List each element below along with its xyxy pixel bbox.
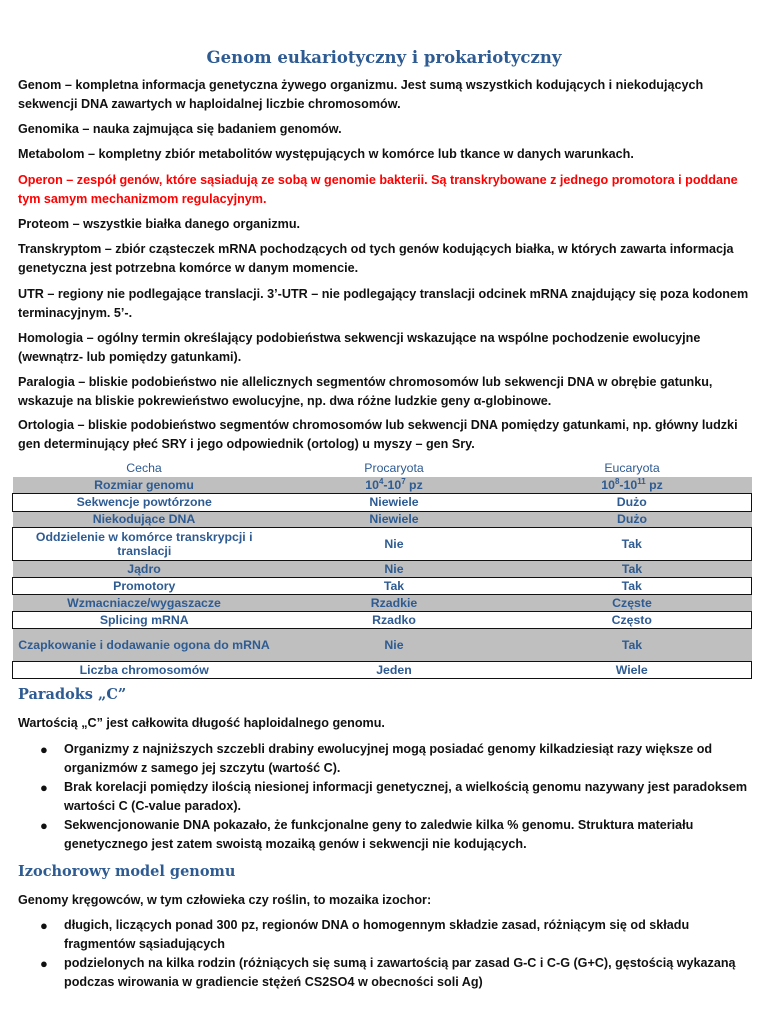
list-item: ● Organizmy z najniższych szczebli drabiny ewolucyjnej mogą posiadać genomy kilkadziesiąt razy większe od organizmów z samego jej szczytu (wartość C). <box>40 742 713 775</box>
definition-metabolom: Metabolom – kompletny zbiór metabolitów występujących w komórce lub tkance w danych warunkach. <box>18 147 634 161</box>
table-row <box>13 661 752 678</box>
cell-procaryota: Niewiele <box>276 511 513 527</box>
row-label: Rozmiar genomu <box>13 477 276 493</box>
definition-homologia: Homologia – ogólny termin określający podobieństwa sekwencji wskazujące na wspólne pochodzenie ewolucyjne (wewnątrz- lub pomiędzy gatunkami). <box>18 331 701 364</box>
genome-size-procaryota: $10^4-10^7$ pz <box>276 477 513 493</box>
definition-transkryptom: Transkryptom – zbiór cząsteczek mRNA pochodzących od tych genów kodujących białka, w których zawarta informacja genetyczna jest potrzebna komórce w danym momencie. <box>18 242 734 275</box>
section-heading-izochory: Izochorowy model genomu <box>18 863 236 880</box>
definition-genomika: Genomika – nauka zajmująca się badaniem genomów. <box>18 122 342 136</box>
cell-procaryota: Rzadkie <box>276 594 513 611</box>
table-row <box>13 560 752 577</box>
column-header-cecha: Cecha <box>126 461 162 475</box>
row-label: Wzmacniacze/wygaszacze <box>13 594 276 611</box>
table-row <box>13 577 752 594</box>
table-row <box>13 611 752 628</box>
table-row <box>13 594 752 611</box>
row-label: Splicing mRNA <box>13 611 276 628</box>
row-label: Sekwencje powtórzone <box>13 493 276 511</box>
bullet-icon: ● <box>40 818 48 833</box>
table-row <box>13 527 752 560</box>
cell-eucaryota: Tak <box>513 577 752 594</box>
list-item: ● Brak korelacji pomiędzy ilością niesionej informacji genetycznej, a wielkością genomu nazywany jest paradoksem wartości C (C-value paradox). <box>40 780 748 813</box>
definition-proteom: Proteom – wszystkie białka danego organizmu. <box>18 217 301 231</box>
cell-procaryota: Niewiele <box>276 493 513 511</box>
cell-procaryota: Nie <box>276 527 513 560</box>
table-row <box>13 493 752 511</box>
row-label: Niekodujące DNA <box>13 511 276 527</box>
list-item: ● podzielonych na kilka rodzin (różniących się sumą i zawartością par zasad G-C i C-G (G+C), gęstością wykazaną podczas wirowania w gradiencie stężeń CS2SO4 w obecności soli Ag) <box>40 956 736 989</box>
cell-eucaryota: Częste <box>513 594 752 611</box>
column-header-eucaryota: Eucaryota <box>604 461 660 475</box>
list-item: ● długich, liczących ponad 300 pz, regionów DNA o homogennym składzie zasad, różniącym się od składu fragmentów sąsiadujących <box>40 918 690 951</box>
table-row <box>13 628 752 661</box>
cell-eucaryota: Tak <box>513 527 752 560</box>
paradox-intro: Wartością „C” jest całkowita długość haploidalnego genomu. <box>18 716 385 730</box>
section-heading-paradoks: Paradoks „C” <box>18 686 127 703</box>
row-label: Czapkowanie i dodawanie ogona do mRNA <box>13 628 276 661</box>
table-row <box>13 511 752 527</box>
cell-eucaryota: Dużo <box>513 511 752 527</box>
cell-eucaryota: Często <box>513 611 752 628</box>
comparison-table <box>12 459 752 679</box>
definition-ortologia: Ortologia – bliskie podobieństwo segmentów chromosomów lub sekwencji DNA pomiędzy gatunkami, np. główny ludzki gen determinujący płeć SRY i jego odpowiednik (ortolog) u myszy – gen Sry. <box>18 418 738 451</box>
cell-procaryota: Jeden <box>276 661 513 678</box>
cell-eucaryota: Dużo <box>513 493 752 511</box>
list-item: ● Sekwencjonowanie DNA pokazało, że funkcjonalne geny to zaledwie kilka % genomu. Struktura materiału genetycznego jest zatem swoistą mozaiką genów i sekwencji nie kodujących. <box>40 818 694 851</box>
bullet-icon: ● <box>40 918 48 933</box>
cell-procaryota: Rzadko <box>276 611 513 628</box>
isochore-list <box>18 916 758 992</box>
genome-size-eucaryota: $10^8-10^{11}$ pz <box>513 477 752 493</box>
bullet-icon: ● <box>40 956 48 971</box>
bullet-icon: ● <box>40 780 48 795</box>
cell-eucaryota: Tak <box>513 560 752 577</box>
isochore-intro: Genomy kręgowców, w tym człowieka czy roślin, to mozaika izochor: <box>18 893 432 907</box>
table-row <box>13 477 752 493</box>
page-title: Genom eukariotyczny i prokariotyczny <box>206 48 562 67</box>
cell-eucaryota: Tak <box>513 628 752 661</box>
cell-eucaryota: Wiele <box>513 661 752 678</box>
cell-procaryota: Tak <box>276 577 513 594</box>
row-label: Liczba chromosomów <box>13 661 276 678</box>
row-label: Promotory <box>13 577 276 594</box>
row-label: Jądro <box>13 560 276 577</box>
cell-procaryota: Nie <box>276 560 513 577</box>
definition-paralogia: Paralogia – bliskie podobieństwo nie allelicznych segmentów chromosomów lub sekwencji DNA w obrębie gatunku, wskazuje na bliskie pokrewieństwo ewolucyjne, np. dwa różne ludzkie geny α-globinowe. <box>18 375 713 408</box>
row-label: Oddzielenie w komórce transkrypcji i translacji <box>13 527 276 560</box>
column-header-procaryota: Procaryota <box>364 461 424 475</box>
cell-procaryota: Nie <box>276 628 513 661</box>
paradox-list <box>18 740 758 854</box>
definition-operon: Operon – zespół genów, które sąsiadują ze sobą w genomie bakterii. Są transkrybowane z jednego promotora i poddane tym samym mechanizmom regulacyjnym. <box>18 173 738 206</box>
definition-utr: UTR – regiony nie podlegające translacji. 3’-UTR – nie podlegający translacji odcinek mRNA znajdujący się poza kodonem terminacyjnym. 5’-. <box>18 287 749 320</box>
definition-genom: Genom – kompletna informacja genetyczna żywego organizmu. Jest sumą wszystkich kodujących i niekodujących sekwencji DNA zawartych w haploidalnej liczbie chromosomów. <box>18 78 704 111</box>
bullet-icon: ● <box>40 742 48 757</box>
